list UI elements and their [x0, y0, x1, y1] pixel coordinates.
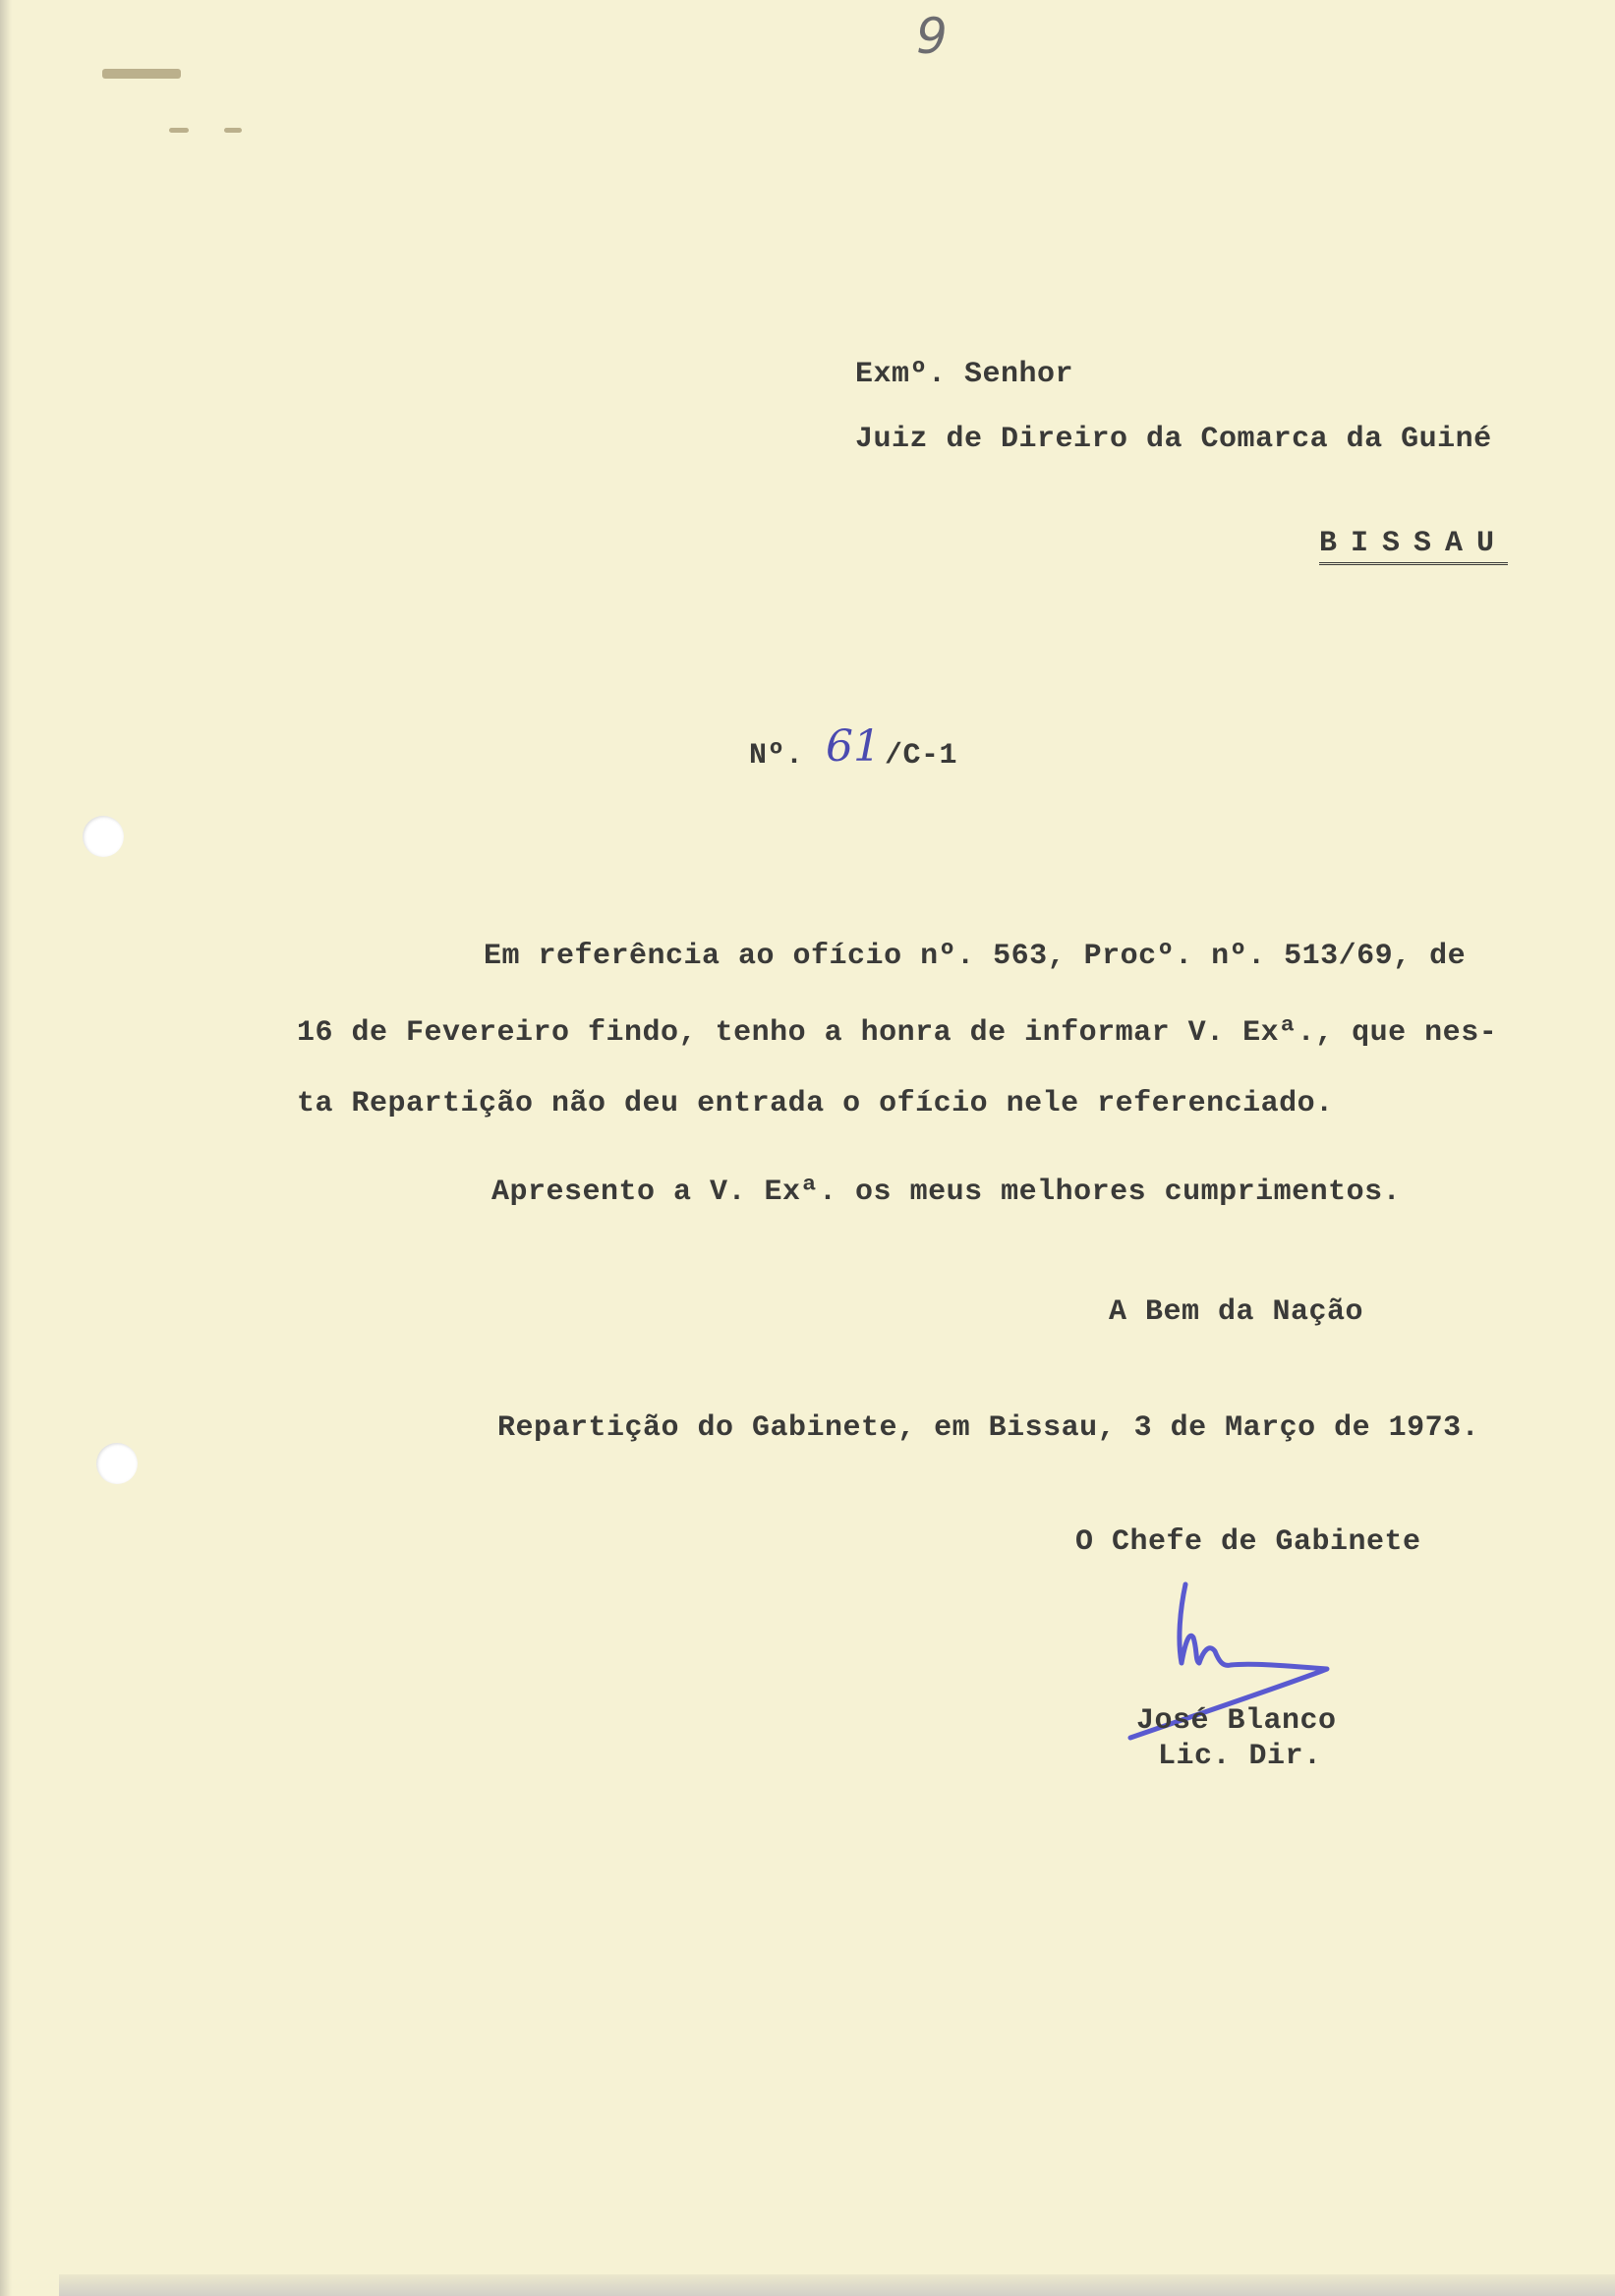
- ink-smudge: [169, 128, 189, 133]
- signatory-role: O Chefe de Gabinete: [1075, 1525, 1421, 1559]
- page-bottom-edge: [59, 2274, 1615, 2296]
- signatory-name: José Blanco: [1136, 1704, 1337, 1738]
- page-number: 9: [916, 8, 948, 65]
- signatory-qualification: Lic. Dir.: [1158, 1740, 1322, 1773]
- ink-smudge: [102, 69, 181, 79]
- salutation: Exmº. Senhor: [855, 358, 1074, 391]
- punch-hole-top: [83, 816, 124, 857]
- reference-prefix: Nº.: [749, 739, 804, 773]
- place-and-date: Repartição do Gabinete, em Bissau, 3 de Março de 1973.: [497, 1411, 1480, 1445]
- closing-motto: A Bem da Nação: [1109, 1295, 1364, 1329]
- page-edge-shadow: [0, 0, 12, 2296]
- reference-suffix: /C-1: [885, 739, 958, 773]
- body-line-3: ta Repartição não deu entrada o ofício nele referenciado.: [297, 1087, 1334, 1120]
- punch-hole-bottom: [96, 1443, 138, 1484]
- ink-smudge: [224, 128, 242, 133]
- reference-number: 61: [826, 721, 881, 772]
- addressee-city: BISSAU: [1319, 527, 1508, 565]
- body-line-4: Apresento a V. Exª. os meus melhores cumprimentos.: [491, 1176, 1402, 1209]
- addressee-title: Juiz de Direiro da Comarca da Guiné: [855, 423, 1492, 456]
- body-line-1: Em referência ao ofício nº. 563, Procº. nº. 513/69, de: [484, 940, 1467, 973]
- body-line-2: 16 de Fevereiro findo, tenho a honra de informar V. Exª., que nes-: [297, 1016, 1498, 1050]
